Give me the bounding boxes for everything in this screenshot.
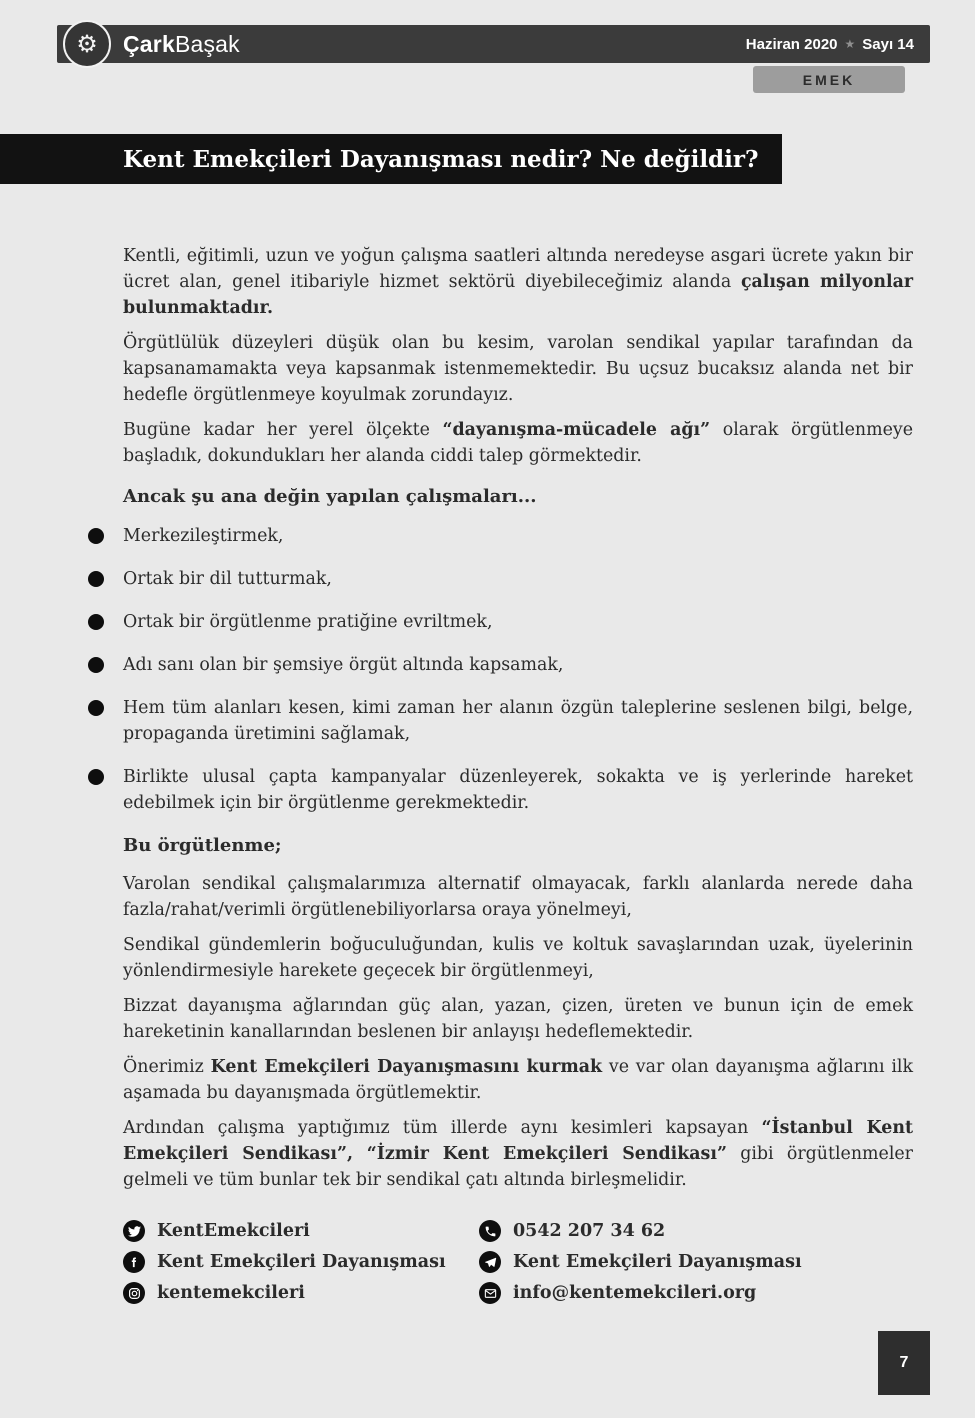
list-item — [123, 652, 913, 678]
paragraph: Örgütlülük düzeyleri düşük olan bu kesim, varolan sendikal yapılar tarafından da kapsanamamakta veya kapsanmak istenmemektedir. Bu uçsuz bucaksız alanda net bir hedefle örgütlenmeye koyulmak zorundayız. — [123, 333, 913, 405]
brand-bold: Çark — [123, 30, 175, 57]
email-icon — [479, 1282, 501, 1304]
section-tab-emek: EMEK — [753, 66, 905, 93]
twitter-icon — [123, 1220, 145, 1242]
telegram-contact[interactable] — [479, 1251, 802, 1273]
bullet-dot — [88, 657, 104, 673]
facebook-contact[interactable] — [123, 1251, 479, 1273]
paragraph: Kentli, eğitimli, uzun ve yoğun çalışma saatleri altında neredeyse asgari ücrete yakın bir ücret alan, genel itibariyle hizmet sektörü diyebileceğimiz alanda çalışan milyonlar bulunmaktadır. — [123, 246, 914, 318]
whatsapp-number: 0542 207 34 62 — [513, 1221, 666, 1241]
list-item-text: Ortak bir örgütlenme pratiğine evriltmek, — [123, 612, 493, 632]
page-number: 7 — [878, 1331, 930, 1395]
gear-icon: ⚙ — [76, 30, 98, 58]
list-item — [123, 764, 913, 816]
email-contact[interactable] — [479, 1282, 802, 1304]
contact-column-left — [123, 1220, 479, 1304]
instagram-icon — [123, 1282, 145, 1304]
issue-info — [746, 36, 930, 53]
list-item — [123, 566, 913, 592]
contact-column-right — [479, 1220, 802, 1304]
contact-section — [123, 1220, 913, 1304]
article-title-bar — [0, 134, 782, 184]
star-icon: ★ — [844, 37, 856, 51]
brand-title — [123, 31, 240, 58]
paragraph: Sendikal gündemlerin boğuculuğundan, kulis ve koltuk savaşlarından uzak, üyelerinin yönlendirmesiyle harekete geçecek bir örgütlenmeyi, — [123, 935, 913, 981]
facebook-page-name: Kent Emekçileri Dayanışması — [157, 1252, 446, 1272]
telegram-channel-name: Kent Emekçileri Dayanışması — [513, 1252, 802, 1272]
instagram-handle: kentemekcileri — [157, 1283, 305, 1303]
section-heading: Ancak şu ana değin yapılan çalışmaları... — [123, 486, 537, 507]
issue-date: Haziran 2020 — [745, 35, 838, 53]
whatsapp-icon — [479, 1220, 501, 1242]
bullet-list — [123, 523, 913, 816]
section-heading: Bu örgütlenme; — [123, 835, 282, 856]
instagram-contact[interactable] — [123, 1282, 479, 1304]
bullet-dot — [88, 528, 104, 544]
paragraph: Bizzat dayanışma ağlarından güç alan, yazan, çizen, üreten ve bunun için de emek hareketinin kanallarından beslenen bir anlayışı hedeflemektedir. — [123, 996, 913, 1042]
tip-logo — [63, 20, 111, 68]
twitter-contact[interactable] — [123, 1220, 479, 1242]
email-address: info@kentemekcileri.org — [513, 1283, 757, 1303]
bullet-dot — [88, 769, 104, 785]
list-item-text: Ortak bir dil tutturmak, — [123, 569, 332, 589]
bullet-dot — [88, 700, 104, 716]
issue-number: Sayı 14 — [862, 35, 914, 53]
list-item — [123, 609, 913, 635]
telegram-icon — [479, 1251, 501, 1273]
list-item-text: Merkezileştirmek, — [123, 526, 284, 546]
list-item — [123, 523, 913, 549]
header-bar — [57, 25, 930, 63]
whatsapp-contact[interactable] — [479, 1220, 802, 1242]
list-item-text: Adı sanı olan bir şemsiye örgüt altında kapsamak, — [123, 655, 564, 675]
paragraph: Ardından çalışma yaptığımız tüm illerde aynı kesimleri kapsayan “İstanbul Kent Emekçileri Sendikası”, “İzmir Kent Emekçileri Sendikası” gibi örgütlenmeler gelmeli ve tüm bunlar tek bir sendikal çatı altında birleşmelidir. — [123, 1118, 914, 1190]
bullet-dot — [88, 614, 104, 630]
page-title: Kent Emekçileri Dayanışması nedir? Ne değildir? — [123, 145, 759, 173]
paragraph: Varolan sendikal çalışmalarımıza alternatif olmayacak, farklı alanlarda nerede daha fazla/rahat/verimli örgütlenebiliyorlarsa oraya yönelmeyi, — [123, 874, 913, 920]
brand-light: Başak — [174, 30, 240, 57]
twitter-handle: KentEmekcileri — [157, 1221, 310, 1241]
list-item — [123, 695, 913, 747]
facebook-icon — [123, 1251, 145, 1273]
list-item-text: Birlikte ulusal çapta kampanyalar düzenleyerek, sokakta ve iş yerlerinde hareket edebilmek için bir örgütlenme gerekmektedir. — [123, 767, 913, 813]
paragraph: Önerimiz Kent Emekçileri Dayanışmasını kurmak ve var olan dayanışma ağlarını ilk aşamada bu dayanışmada örgütlemektir. — [123, 1057, 913, 1103]
article-body — [123, 243, 913, 1304]
list-item-text: Hem tüm alanları kesen, kimi zaman her alanın özgün taleplerine seslenen bilgi, belge, propaganda üretimini sağlamak, — [123, 698, 913, 744]
paragraph: Bugüne kadar her yerel ölçekte “dayanışma-mücadele ağı” olarak örgütlenmeye başladık, dokundukları her alanda ciddi talep görmektedir. — [123, 420, 913, 466]
bullet-dot — [88, 571, 104, 587]
